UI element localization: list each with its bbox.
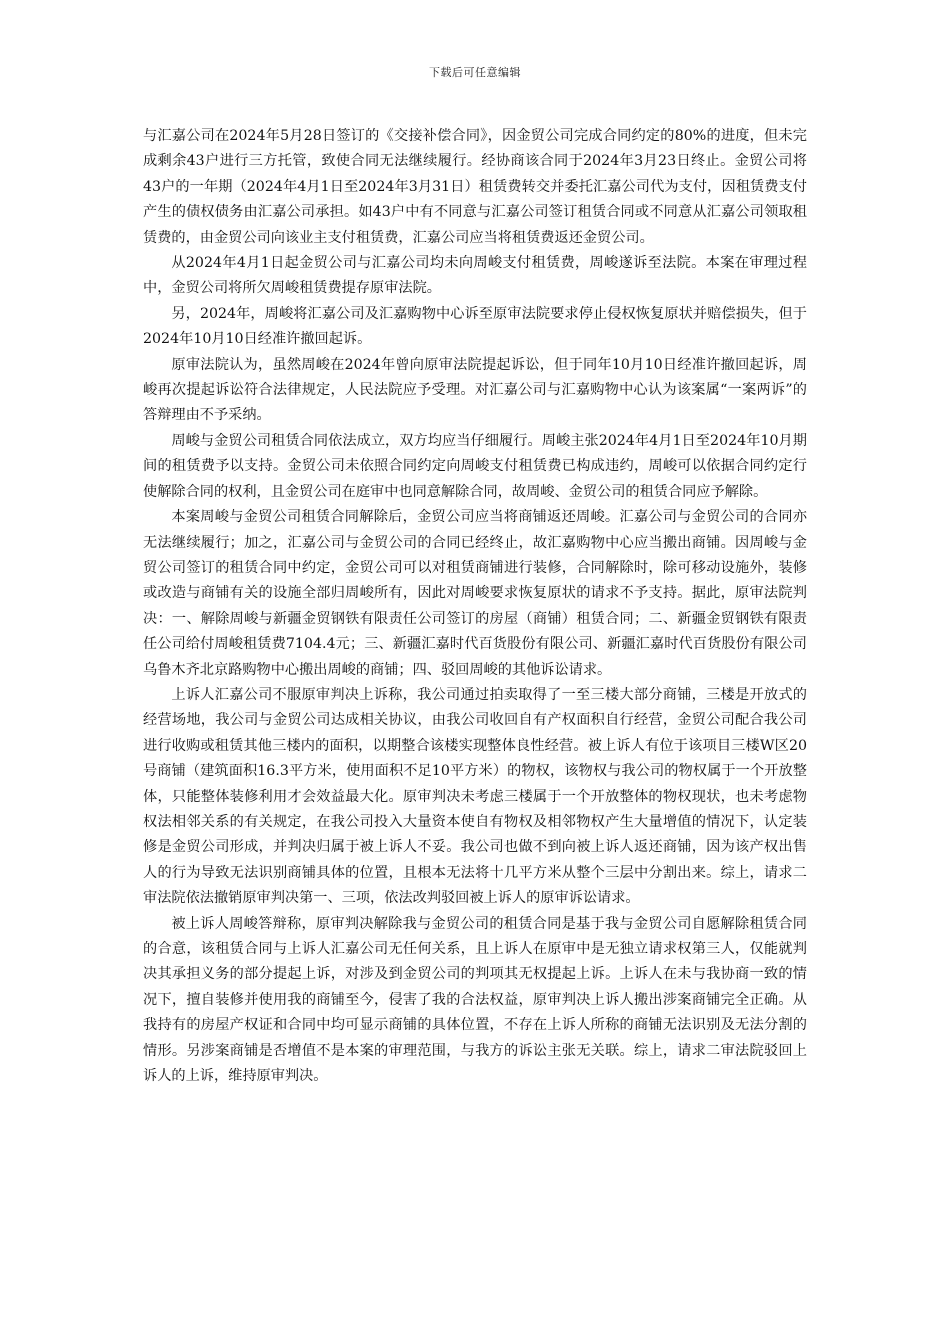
paragraph-first-instance-judgment: 本案周峻与金贸公司租赁合同解除后，金贸公司应当将商铺返还周峻。汇嘉公司与金贸公司的合同亦无法继续履行；加之，汇嘉公司与金贸公司的合同已经终止，故汇嘉购物中心应当搬出商铺。因周峻与金贸公司签订的租赁合同中约定，金贸公司可以对租赁商铺进行装修，合同解除时，除可移动设施外，装修或改造与商铺有关的设施全部归周峻所有，因此对周峻要求恢复原状的请求不予支持。据此，原审法院判决：一、解除周峻与新疆金贸钢铁有限责任公司签订的房屋（商铺）租赁合同；二、新疆金贸钢铁有限责任公司给付周峻租赁费7104.4元；三、新疆汇嘉时代百货股份有限公司、新疆汇嘉时代百货股份有限公司乌鲁木齐北京路购物中心搬出周峻的商铺；四、驳回周峻的其他诉讼请求。 (143, 509, 807, 678)
paragraph-unpaid-rent: 从2024年4月1日起金贸公司与汇嘉公司均未向周峻支付租赁费，周峻遂诉至法院。本案在审理过程中，金贸公司将所欠周峻租赁费提存原审法院。 (143, 255, 807, 297)
document-body (143, 124, 807, 1089)
paragraph-appellee-defense: 被上诉人周峻答辩称，原审判决解除我与金贸公司的租赁合同是基于我与金贸公司自愿解除租赁合同的合意，该租赁合同与上诉人汇嘉公司无任何关系，且上诉人在原审中是无独立请求权第三人，仅能就判决其承担义务的部分提起上诉，对涉及到金贸公司的判项其无权提起上诉。上诉人在未与我协商一致的情况下，擅自装修并使用我的商铺至今，侵害了我的合法权益，原审判决上诉人搬出涉案商铺完全正确。从我持有的房屋产权证和合同中均可显示商铺的具体位置，不存在上诉人所称的商铺无法识别及无法分割的情形。另涉案商铺是否增值不是本案的审理范围，与我方的诉讼主张无关联。综上，请求二审法院驳回上诉人的上诉，维持原审判决。 (143, 915, 807, 1085)
paragraph-contract-termination: 与汇嘉公司在2024年5月28日签订的《交接补偿合同》，因金贸公司完成合同约定的80%的进度，但未完成剩余43户进行三方托管，致使合同无法继续履行。经协商该合同于2024年3月23日终止。金贸公司将43户的一年期（2024年4月1日至2024年3月31日）租赁费转交并委托汇嘉公司代为支付，因租赁费支付产生的债权债务由汇嘉公司承担。如43户中有不同意与汇嘉公司签订租赁合同或不同意从汇嘉公司领取租赁费的，由金贸公司向该业主支付租赁费，汇嘉公司应当将租赁费返还金贸公司。 (143, 128, 807, 246)
paragraph-court-opinion-lease: 周峻与金贸公司租赁合同依法成立，双方均应当仔细履行。周峻主张2024年4月1日至2024年10月期间的租赁费予以支持。金贸公司未依照合同约定向周峻支付租赁费已构成违约，周峻可以依据合同约定行使解除合同的权利，且金贸公司在庭审中也同意解除合同，故周峻、金贸公司的租赁合同应予解除。 (143, 432, 807, 500)
paragraph-court-opinion-admissibility: 原审法院认为，虽然周峻在2024年曾向原审法院提起诉讼，但于同年10月10日经准许撤回起诉，周峻再次提起诉讼符合法律规定，人民法院应予受理。对汇嘉公司与汇嘉购物中心认为该案属“一案两诉”的答辩理由不予采纳。 (143, 356, 807, 424)
page-header-note: 下载后可任意编辑 (429, 66, 521, 79)
paragraph-appellant-claims: 上诉人汇嘉公司不服原审判决上诉称，我公司通过拍卖取得了一至三楼大部分商铺，三楼是开放式的经营场地，我公司与金贸公司达成相关协议，由我公司收回自有产权面积自行经营，金贸公司配合我公司进行收购或租赁其他三楼内的面积，以期整合该楼实现整体良性经营。被上诉人有位于该项目三楼W区20号商铺（建筑面积16.3平方米，使用面积不足10平方米）的物权，该物权与我公司的物权属于一个开放整体，只能整体装修利用才会效益最大化。原审判决未考虑三楼属于一个开放整体的物权现状，也未考虑物权法相邻关系的有关规定，在我公司投入大量资本使自有物权及相邻物权产生大量增值的情况下，认定装修是金贸公司形成，并判决归属于被上诉人不妥。我公司也做不到向被上诉人返还商铺，因为该产权出售人的行为导致无法识别商铺具体的位置，且根本无法将十几平方米从整个三层中分割出来。综上，请求二审法院依法撤销原审判决第一、三项，依法改判驳回被上诉人的原审诉讼请求。 (143, 686, 807, 907)
paragraph-prior-suit-withdrawn: 另，2024年，周峻将汇嘉公司及汇嘉购物中心诉至原审法院要求停止侵权恢复原状并赔偿损失，但于2024年10月10日经准许撤回起诉。 (143, 305, 807, 348)
